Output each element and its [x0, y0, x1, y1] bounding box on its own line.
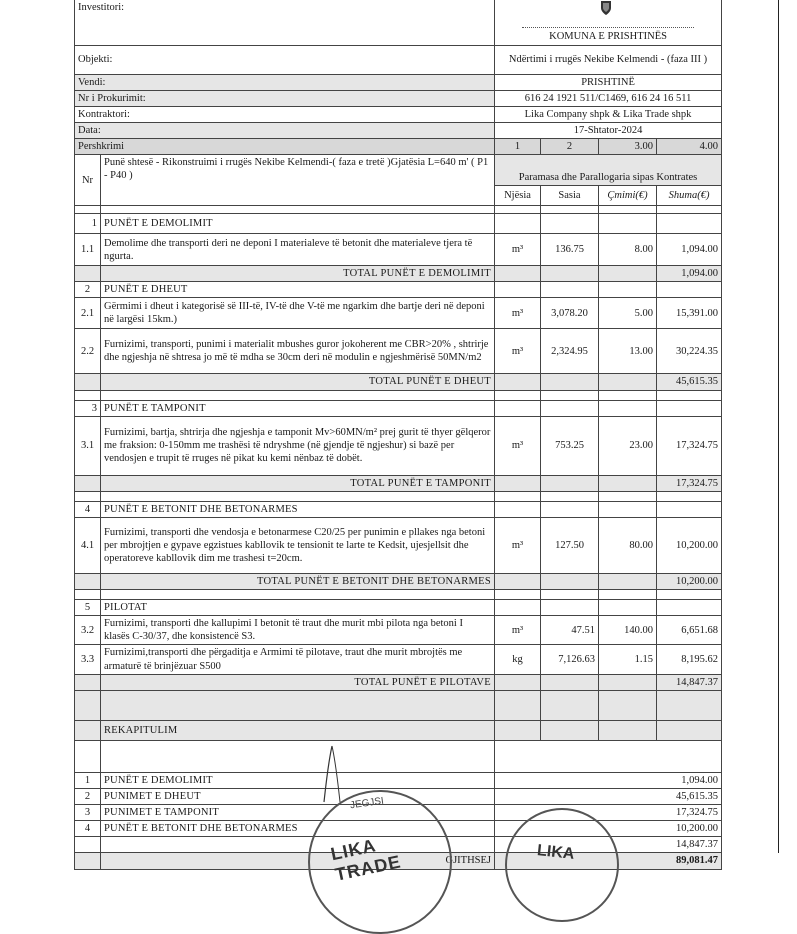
col-num-3: 3.00: [599, 139, 657, 155]
item-2-2-nr: 2.2: [75, 329, 101, 374]
item-3-1-unit: m³: [495, 416, 541, 475]
pershkrimi-label: Pershkrimi: [75, 139, 495, 155]
section-2-total: 45,615.35: [657, 374, 722, 390]
section-4-total: 10,200.00: [657, 573, 722, 589]
item-3-1-price: 23.00: [599, 416, 657, 475]
objekti-value: Ndërtimi i rrugës Nekibe Kelmendi - (faza III ): [495, 45, 722, 74]
nr-header: Nr: [75, 155, 101, 206]
section-5-total: 14,847.37: [657, 674, 722, 690]
item-2-2-desc: Furnizimi, transporti, punimi i materialit mbushes guror jokoherent me CBR>20% , shtrirje dhe ngjeshja në shtresa jo më të mdha se 30cm deri në modulin e ngjeshmërisë 50MN/m2: [101, 329, 495, 374]
section-4-title: PUNËT E BETONIT DHE BETONARMES: [101, 501, 495, 517]
item-3-1-sum: 17,324.75: [657, 416, 722, 475]
vendi-value: PRISHTINË: [495, 74, 722, 90]
company-stamp-right: [505, 808, 619, 922]
item-4-1-nr: 4.1: [75, 517, 101, 573]
njesia-header: Njësia: [495, 186, 541, 206]
recap-2-label: PUNIMET E DHEUT: [101, 788, 495, 804]
recap-1-label: PUNËT E DEMOLIMIT: [101, 772, 495, 788]
item-5-1-nr: 3.2: [75, 616, 101, 645]
description-header: Punë shtesë - Rikonstruimi i rrugës Nekibe Kelmendi-( faza e tretë )Gjatësia L=640 m' ( P1 - P40 ): [101, 155, 495, 206]
grand-total-value: 89,081.47: [495, 853, 722, 869]
data-value: 17-Shtator-2024: [495, 122, 722, 138]
institution-name: KOMUNA E PRISHTINËS: [549, 31, 667, 43]
item-2-1-qty: 3,078.20: [541, 298, 599, 329]
col-num-4: 4.00: [657, 139, 722, 155]
company-stamp-left: [308, 790, 452, 934]
recap-title: REKAPITULIM: [101, 720, 495, 740]
recap-1-value: 1,094.00: [495, 772, 722, 788]
recap-3-nr: 3: [75, 805, 101, 821]
recap-5-value: 14,847.37: [495, 837, 722, 853]
item-5-1-qty: 47.51: [541, 616, 599, 645]
item-2-1-unit: m³: [495, 298, 541, 329]
item-2-2-sum: 30,224.35: [657, 329, 722, 374]
item-5-2-nr: 3.3: [75, 645, 101, 674]
section-4-nr: 4: [75, 501, 101, 517]
item-5-2-qty: 7,126.63: [541, 645, 599, 674]
item-2-2-qty: 2,324.95: [541, 329, 599, 374]
recap-4-label: PUNËT E BETONIT DHE BETONARMES: [101, 821, 495, 837]
page-right-border: [778, 0, 779, 853]
item-1-1-sum: 1,094.00: [657, 234, 722, 266]
section-5-nr: 5: [75, 600, 101, 616]
stamp-left-ring-text: JEGJSI: [349, 795, 385, 812]
item-2-1-nr: 2.1: [75, 298, 101, 329]
section-1-nr: 1: [75, 214, 101, 234]
item-5-2-sum: 8,195.62: [657, 645, 722, 674]
item-3-1-nr: 3.1: [75, 416, 101, 475]
item-5-2-price: 1.15: [599, 645, 657, 674]
item-2-1-price: 5.00: [599, 298, 657, 329]
recap-2-value: 45,615.35: [495, 788, 722, 804]
kontraktori-value: Lika Company shpk & Lika Trade shpk: [495, 106, 722, 122]
section-3-total: 17,324.75: [657, 475, 722, 491]
contract-group-header: Paramasa dhe Parallogaria sipas Kontrates: [495, 155, 722, 186]
item-2-1-sum: 15,391.00: [657, 298, 722, 329]
item-1-1-desc: Demolime dhe transporti deri ne deponi I materialeve të betonit dhe materialeve tjera të ngurta.: [101, 234, 495, 266]
section-4-total-label: TOTAL PUNËT E BETONIT DHE BETONARMES: [101, 573, 495, 589]
recap-4-value: 10,200.00: [495, 821, 722, 837]
prokurimit-label: Nr i Prokurimit:: [75, 90, 495, 106]
stamp-right-text: LIKA: [536, 842, 576, 863]
recap-4-nr: 4: [75, 821, 101, 837]
section-3-total-label: TOTAL PUNËT E TAMPONIT: [101, 475, 495, 491]
section-1-total: 1,094.00: [657, 266, 722, 282]
item-5-2-unit: kg: [495, 645, 541, 674]
item-5-1-unit: m³: [495, 616, 541, 645]
prokurimit-value: 616 24 1921 511/C1469, 616 24 16 511: [495, 90, 722, 106]
section-5-total-label: TOTAL PUNËT E PILOTAVE: [101, 674, 495, 690]
item-5-2-desc: Furnizimi,transporti dhe përgaditja e Armimi të pilotave, traut dhe murit mbrojtës me armaturë të brinjëzuar S500: [101, 645, 495, 674]
recap-3-label: PUNIMET E TAMPONIT: [101, 805, 495, 821]
item-3-1-desc: Furnizimi, bartja, shtrirja dhe ngjeshja e tamponit Mv>60MN/m² prej gurit të thyer gëlqeror me fraksion: 0-150mm me trashësi të ndryshme (në gjendje të ngjeshur) si bazë per vendosjen e trupit të rruges në pikat ku kemi nënbaz të dobët.: [101, 416, 495, 475]
signature-mark: [318, 744, 348, 804]
investitori-cell: [75, 0, 495, 45]
grand-total-label: GJITHSEJ: [101, 853, 495, 869]
stamp-left-text: LIKA TRADE: [328, 835, 403, 885]
col-num-1: 1: [495, 139, 541, 155]
section-1-title: PUNËT E DEMOLIMIT: [101, 214, 495, 234]
section-1-total-label: TOTAL PUNËT E DEMOLIMIT: [101, 266, 495, 282]
item-5-1-desc: Furnizimi, transporti dhe kallupimi I betonit të traut dhe murit mbi pilota nga betoni I klasës C-30/37, dhe konsistencë S3.: [101, 616, 495, 645]
item-4-1-unit: m³: [495, 517, 541, 573]
institution-cell: [495, 0, 722, 45]
section-3-nr: 3: [75, 400, 101, 416]
cmimi-header: Çmimi(€): [599, 186, 657, 206]
item-5-1-sum: 6,651.68: [657, 616, 722, 645]
item-1-1-unit: m³: [495, 234, 541, 266]
recap-5-nr: [75, 837, 101, 853]
recap-2-nr: 2: [75, 788, 101, 804]
item-4-1-qty: 127.50: [541, 517, 599, 573]
item-2-2-unit: m³: [495, 329, 541, 374]
data-label: Data:: [75, 122, 495, 138]
item-1-1-price: 8.00: [599, 234, 657, 266]
section-3-title: PUNËT E TAMPONIT: [101, 400, 495, 416]
section-2-nr: 2: [75, 282, 101, 298]
item-2-2-price: 13.00: [599, 329, 657, 374]
recap-3-value: 17,324.75: [495, 805, 722, 821]
recap-1-nr: 1: [75, 772, 101, 788]
item-4-1-price: 80.00: [599, 517, 657, 573]
objekti-cell: [75, 45, 495, 74]
item-4-1-desc: Furnizimi, transporti dhe vendosja e betonarmese C20/25 per punimin e pllakes nga betoni per mbrojtjen e gypave egzistues kabllovik te tensionit te larte te Kedsit, ujesjellsit dhe operatoreve kabllovik dim me trashesi t=20cm.: [101, 517, 495, 573]
objekti-label: Objekti:: [78, 53, 113, 65]
kontraktori-label: Kontraktori:: [75, 106, 495, 122]
item-4-1-sum: 10,200.00: [657, 517, 722, 573]
vendi-label: Vendi:: [75, 74, 495, 90]
section-5-title: PILOTAT: [101, 600, 495, 616]
item-5-1-price: 140.00: [599, 616, 657, 645]
item-3-1-qty: 753.25: [541, 416, 599, 475]
item-2-1-desc: Gërmimi i dheut i kategorisë së III-të, IV-të dhe V-të me ngarkim dhe bartje deri në deponi në largësi 15km.): [101, 298, 495, 329]
bill-of-quantities-table: [74, 0, 722, 870]
section-2-title: PUNËT E DHEUT: [101, 282, 495, 298]
section-2-total-label: TOTAL PUNËT E DHEUT: [101, 374, 495, 390]
col-num-2: 2: [541, 139, 599, 155]
item-1-1-qty: 136.75: [541, 234, 599, 266]
shuma-header: Shuma(€): [657, 186, 722, 206]
investitori-label: Investitori:: [78, 2, 125, 13]
sasia-header: Sasia: [541, 186, 599, 206]
item-1-1-nr: 1.1: [75, 234, 101, 266]
